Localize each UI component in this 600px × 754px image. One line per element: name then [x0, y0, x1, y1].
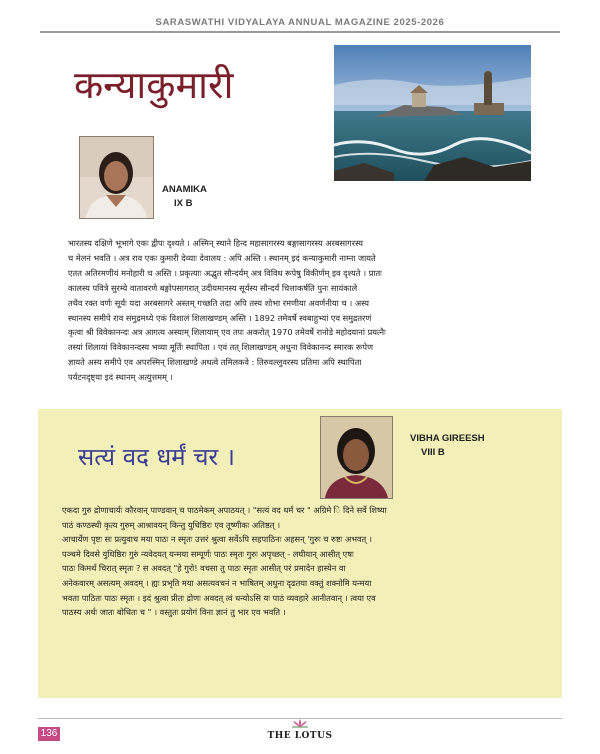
article1-line: तस्यां शिलायां विवेकानन्दस्य भव्या मूर्तिः स्थापिता । एवं तत् शिलाखण्डम् अधुना विवेकानन्द स्मारक रूपेण: [68, 342, 373, 353]
author1-portrait-image: [80, 137, 153, 218]
article1-line: कृत्वा श्री विवेकानन्दः अत्र आगत्य अस्याम् शिलायाम् एव तपः अकरोत् 1970 तमेवर्षे रानोडे महोदयानां प्रयत्नैः: [68, 327, 386, 338]
article2-line: पाठस्य अर्थः जातः बोधितः च " । वस्तुतः प्रयोगं विना ज्ञानं तु भार एव भवति ।: [62, 607, 286, 618]
article1-line: एतत अतिरमणीयं मनोहारी च अस्ति । प्रकृत्याः अद्भुत सौन्दर्यम् अत्र विविध रूपेषु विकीर्णम् इव दृश्यते । प्रातः: [68, 267, 382, 278]
author1-photo: [79, 136, 154, 219]
author2-class: VIII B: [421, 447, 445, 458]
article1-line: पर्यटनदृष्ट्या इदं स्थानम् अत्युत्तमम् ।: [68, 372, 173, 383]
author1-class: IX B: [174, 198, 193, 209]
article2-line: पाठं कण्ठस्थी कृत्य गुरुम् आश्रावयन् किन्तु युधिष्ठिरः एव तूष्णीकः अतिष्ठत् ।: [62, 519, 281, 530]
article1-title: कन्याकुमारी: [74, 63, 234, 107]
page-number-badge: 136: [38, 727, 60, 741]
magazine-title: SARASWATHI VIDYALAYA ANNUAL MAGAZINE 2025-2026: [155, 17, 445, 28]
article2-line: एकदा गुरु द्रोणाचार्यः कौरवान् पाण्डवान् च पाठमेकम् अपाठयत् । "सत्यं वद धर्मं चर " अग्रिमे ि दिने सर्वे शिष्या: [62, 505, 387, 515]
author2-portrait-image: [321, 417, 392, 498]
article1-line: कालस्य पवित्रे सुरम्ये वातावरणे बङ्गोपसागरात् उदीयमानस्य सूर्यस्य सौन्दर्यं चित्ताकर्षति पुनः सायंकाले: [68, 282, 358, 293]
article1-line: तथैव रक्त वर्णः सूर्यः यदा अरबसागरे अस्तम् गच्छति तदा अपि तस्य शोभा रमणीया अवर्णनीया च । अस्य: [68, 297, 370, 308]
article1-line: स्थानस्य समीपे राव समुद्रमध्ये एकं विशालं शिलाखण्डम् अस्ति । 1892 तमेवर्षे स्वबाहुभ्यां एव समुद्रतरणं: [68, 312, 372, 323]
article1-line: ज्ञायते अस्य समीपे एव अपरस्मिन् शिलाखण्डे अधत्वे तमिलकवे : तिरुवल्लुवरस्य प्रतिमा अपि स्थापिता: [68, 357, 362, 368]
article1-body: [68, 236, 550, 385]
author2-name: VIBHA GIREESH: [410, 433, 485, 444]
author2-photo: [320, 416, 393, 499]
kanyakumari-landscape-image: [334, 45, 531, 181]
article2-title: सत्यं वद धर्मं चर ।: [78, 443, 235, 471]
article2-line: भवता पाठितः पाठः स्मृतः । इदं श्रुत्वा प्रीतः द्रोणः अवदत् त्वं धन्योऽसि यः पाठं व्यवहारे आनीतवान् । त्वया एव: [62, 592, 376, 603]
article1-line: भारतस्य दक्षिणे भूभागे एकः द्वीपः दृश्यते । अस्मिन् स्थाने हिन्द महासागरस्य बङ्गासागरस्य अरबसागरस्य: [68, 238, 364, 248]
footer-logo-text: THE LOTUS: [267, 731, 333, 741]
header-divider: [40, 31, 560, 33]
article2-body: [62, 503, 552, 620]
article2-line: आचार्येण पृष्टः सः प्रत्युवाच मया पाठः न स्मृतः उत्तरं श्रुत्वा सर्वेऽपि सहपाठिनः अहसन् 'गुरुः च रुष्टः अभवत् ।: [62, 534, 372, 545]
kanyakumari-photo: [334, 45, 531, 181]
article1-line: च मेलनं भवति । अत्र राव एकः कुमारी देव्याः देवालय : अपि अस्ति । स्थानम् इदं कन्याकुमारी नाम्ना जायते: [68, 252, 376, 263]
article2-line: पाठः किमर्थं चिरात् स्मृतः ? स अवदत् "हे गुरो! वचसा तु पाठः स्मृतः आसीत् परं प्रमादेन हास्येन वा: [62, 563, 346, 574]
author1-name: ANAMIKA: [162, 184, 207, 195]
lotus-icon: [291, 718, 309, 728]
page-header: [0, 0, 600, 40]
article2-line: अनेकवारम् असत्यम् अवदम् । ह्यः प्रभृति मया असत्यवचनं न भाषितम् अधुना दृढतया वक्तुं शक्नोमि यन्मया: [62, 577, 372, 588]
article2-line: पञ्चमे दिवसे युधिष्ठिरः गुरुं न्यवेदयत् यन्मया सम्पूर्णः पाठः स्मृतः गुरुः अपृच्छत् - लघीयान् आसीत् एषः: [62, 548, 354, 559]
